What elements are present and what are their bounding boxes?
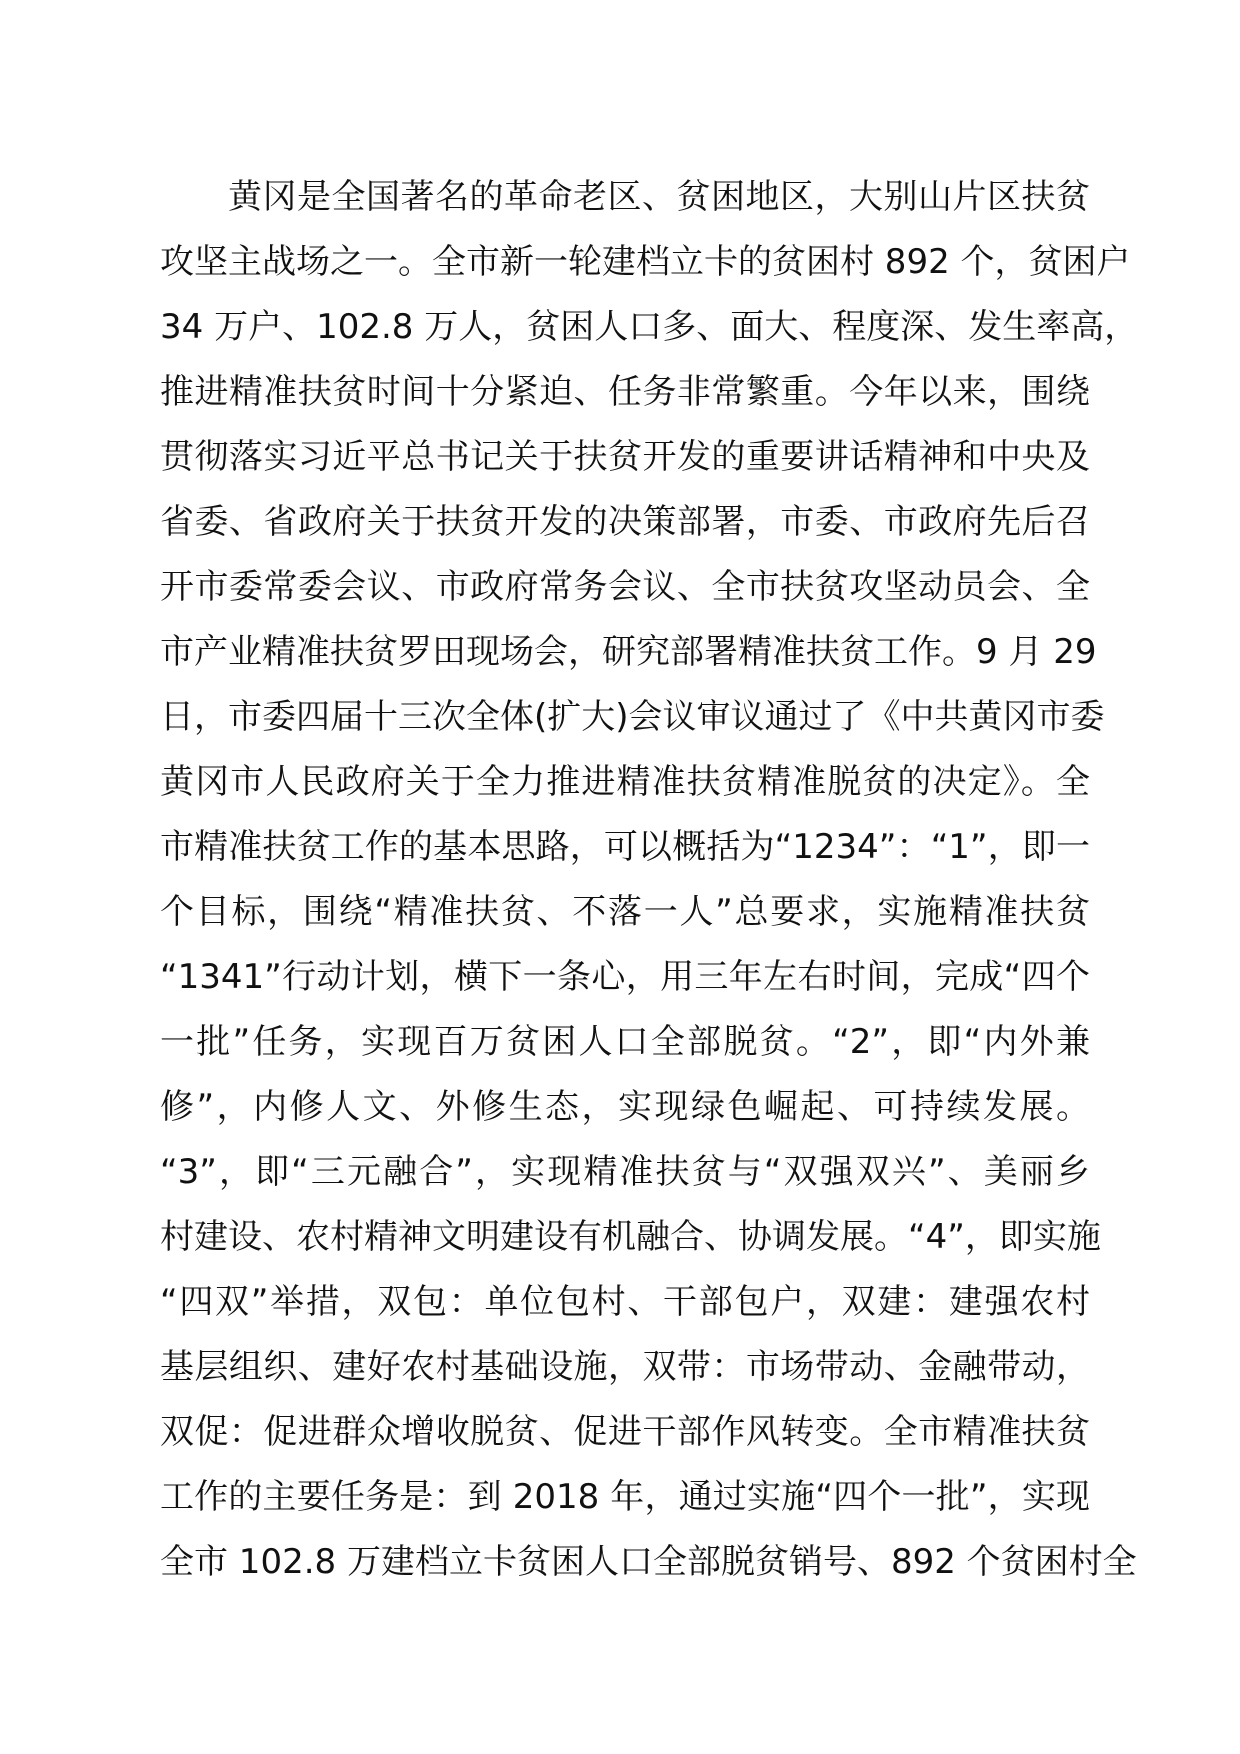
text-line: 市精准扶贫工作的基本思路，可以概括为“1234”：“1”，即一: [160, 827, 1090, 867]
text-line: 一批”任务，实现百万贫困人口全部脱贫。“2”，即“内外兼: [160, 1022, 1090, 1062]
text-line: “四双”举措，双包：单位包村、干部包户，双建：建强农村: [160, 1282, 1090, 1322]
text-line: “3”，即“三元融合”，实现精准扶贫与“双强双兴”、美丽乡: [160, 1152, 1090, 1192]
text-line: 村建设、农村精神文明建设有机融合、协调发展。“4”，即实施: [160, 1217, 1101, 1257]
text-line: 黄冈市人民政府关于全力推进精准扶贫精准脱贫的决定》。全: [160, 762, 1090, 802]
document-page: [160, 165, 1139, 1595]
text-line: 全市 102.8 万建档立卡贫困人口全部脱贫销号、892 个贫困村全: [160, 1542, 1137, 1582]
text-line: 34 万户、102.8 万人，贫困人口多、面大、程度深、发生率高，: [160, 307, 1139, 347]
text-line: 开市委常委会议、市政府常务会议、全市扶贫攻坚动员会、全: [160, 567, 1090, 607]
text-line: 省委、省政府关于扶贫开发的决策部署，市委、市政府先后召: [160, 502, 1090, 542]
text-line: 市产业精准扶贫罗田现场会，研究部署精准扶贫工作。9 月 29: [160, 632, 1097, 672]
text-line: 贯彻落实习近平总书记关于扶贫开发的重要讲话精神和中央及: [160, 437, 1090, 477]
paragraph: [160, 165, 1139, 1595]
text-line: 基层组织、建好农村基础设施，双带：市场带动、金融带动，: [160, 1347, 1090, 1387]
text-line: 攻坚主战场之一。全市新一轮建档立卡的贫困村 892 个，贫困户: [160, 242, 1131, 282]
text-line: 推进精准扶贫时间十分紧迫、任务非常繁重。今年以来，围绕: [160, 372, 1090, 412]
text-line: “1341”行动计划，横下一条心，用三年左右时间，完成“四个: [160, 957, 1090, 997]
text-line: 日，市委四届十三次全体(扩大)会议审议通过了《中共黄冈市委: [160, 697, 1105, 737]
text-line: 双促：促进群众增收脱贫、促进干部作风转变。全市精准扶贫: [160, 1412, 1090, 1452]
text-line: 工作的主要任务是：到 2018 年，通过实施“四个一批”，实现: [160, 1477, 1090, 1517]
text-line: 个目标，围绕“精准扶贫、不落一人”总要求，实施精准扶贫: [160, 892, 1090, 932]
text-line: 黄冈是全国著名的革命老区、贫困地区，大别山片区扶贫: [228, 177, 1090, 217]
text-line: 修”，内修人文、外修生态，实现绿色崛起、可持续发展。: [160, 1087, 1090, 1127]
